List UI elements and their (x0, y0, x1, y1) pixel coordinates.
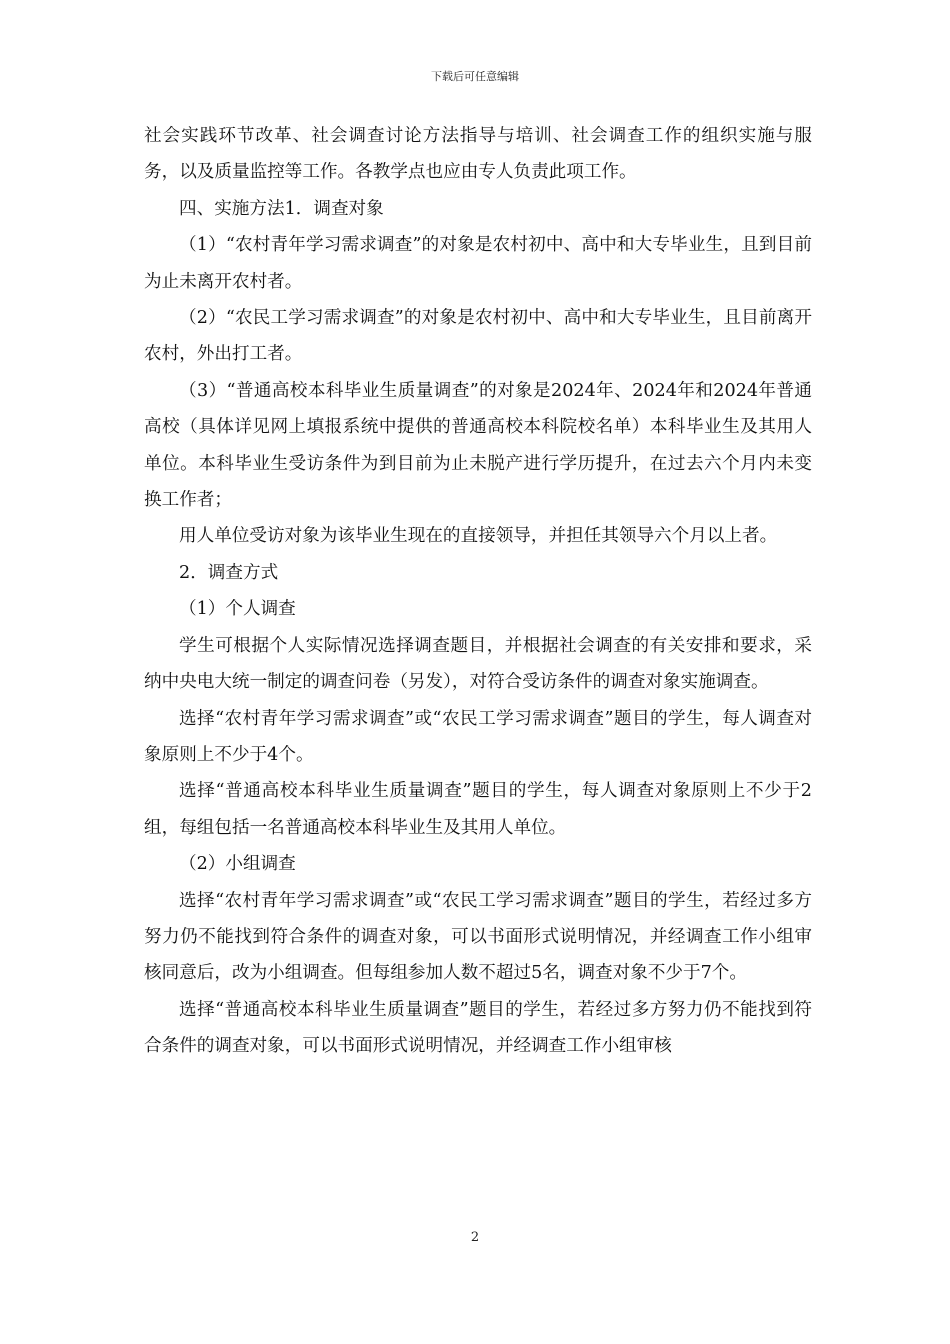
paragraph: 学生可根据个人实际情况选择调查题目，并根据社会调查的有关安排和要求，采纳中央电大统一制定的调查问卷（另发），对符合受访条件的调查对象实施调查。 (144, 635, 812, 693)
paragraph: 选择“农村青年学习需求调查”或“农民工学习需求调查”题目的学生，每人调查对象原则上不少于4个。 (144, 708, 812, 765)
page-number: 2 (470, 1230, 480, 1245)
subsection-heading: 2．调查方式 (179, 562, 279, 583)
paragraph: 用人单位受访对象为该毕业生现在的直接领导，并担任其领导六个月以上者。 (179, 526, 778, 547)
subsection-heading: （2）小组调查 (179, 854, 296, 875)
paragraph: （2）“农民工学习需求调查”的对象是农村初中、高中和大专毕业生，且目前离开农村，外出打工者。 (144, 308, 812, 365)
document-body (144, 118, 812, 1065)
paragraph: 选择“普通高校本科毕业生质量调查”题目的学生，若经过多方努力仍不能找到符合条件的调查对象，可以书面形式说明情况，并经调查工作小组审核 (144, 999, 812, 1057)
page-header: 下载后可任意编辑 (431, 70, 519, 83)
section-heading: 四、实施方法1．调查对象 (179, 198, 384, 219)
paragraph: （3）“普通高校本科毕业生质量调查”的对象是2024年、2024年和2024年普通高校（具体详见网上填报系统中提供的普通高校本科院校名单）本科毕业生及其用人单位。本科毕业生受访条件为到目前为止未脱产进行学历提升，在过去六个月内未变换工作者； (144, 380, 812, 511)
paragraph: 选择“农村青年学习需求调查”或“农民工学习需求调查”题目的学生，若经过多方努力仍不能找到符合条件的调查对象，可以书面形式说明情况，并经调查工作小组审核同意后，改为小组调查。但每组参加人数不超过5名，调查对象不少于7个。 (144, 890, 812, 984)
paragraph: 社会实践环节改革、社会调查讨论方法指导与培训、社会调查工作的组织实施与服务，以及质量监控等工作。各教学点也应由专人负责此项工作。 (144, 126, 812, 183)
subsection-heading: （1）个人调查 (179, 599, 296, 620)
paragraph: （1）“农村青年学习需求调查”的对象是农村初中、高中和大专毕业生，且到目前为止未离开农村者。 (144, 235, 812, 292)
paragraph: 选择“普通高校本科毕业生质量调查”题目的学生，每人调查对象原则上不少于2组，每组包括一名普通高校本科毕业生及其用人单位。 (144, 781, 812, 838)
